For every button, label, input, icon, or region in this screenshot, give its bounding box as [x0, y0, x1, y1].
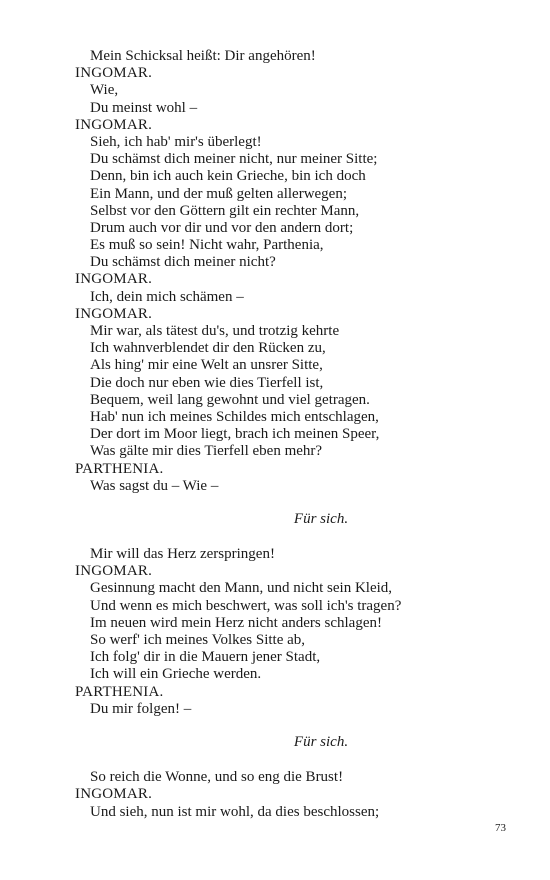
- verse-line: Im neuen wird mein Herz nicht anders schlagen!: [90, 614, 382, 631]
- speaker-name: INGOMAR.: [75, 65, 153, 82]
- verse-line: Sieh, ich hab' mir's überlegt!: [90, 133, 262, 150]
- verse-line: Es muß so sein! Nicht wahr, Parthenia,: [90, 237, 324, 254]
- verse-line: Du meinst wohl –: [90, 99, 198, 116]
- verse-line: Gesinnung macht den Mann, und nicht sein Kleid,: [90, 580, 393, 597]
- speaker-name: INGOMAR.: [75, 786, 153, 803]
- verse-line: Wie,: [90, 82, 119, 99]
- verse-line: Und wenn es mich beschwert, was soll ich's tragen?: [90, 597, 402, 614]
- verse-line: Mein Schicksal heißt: Dir angehören!: [90, 48, 316, 64]
- verse-line: Ich wahnverblendet dir den Rücken zu,: [90, 340, 326, 357]
- verse-line: Mir war, als tätest du's, und trotzig kehrte: [90, 323, 340, 339]
- stage-direction: Für sich.: [293, 510, 349, 527]
- verse-line: Bequem, weil lang gewohnt und viel getragen.: [90, 391, 370, 408]
- speaker-name: INGOMAR.: [75, 305, 153, 322]
- speaker-name: INGOMAR.: [75, 271, 153, 288]
- verse-line: Ich folg' dir in die Mauern jener Stadt,: [90, 649, 321, 666]
- verse-line: Selbst vor den Göttern gilt ein rechter Mann,: [90, 202, 360, 219]
- verse-line: Du mir folgen! –: [90, 700, 192, 717]
- verse-line: Als hing' mir eine Welt an unsrer Sitte,: [90, 357, 323, 374]
- verse-line: Hab' nun ich meines Schildes mich entschlagen,: [90, 408, 379, 425]
- speaker-name: INGOMAR.: [75, 116, 153, 133]
- page-number: 73: [495, 822, 506, 834]
- verse-line: Du schämst dich meiner nicht, nur meiner Sitte;: [90, 151, 378, 168]
- speaker-name: PARTHENIA.: [75, 460, 164, 477]
- verse-line: Und sieh, nun ist mir wohl, da dies beschlossen;: [90, 803, 380, 820]
- verse-line: Der dort im Moor liegt, brach ich meinen Speer,: [90, 426, 380, 443]
- verse-line: Was gälte mir dies Tierfell eben mehr?: [90, 443, 323, 460]
- speaker-name: INGOMAR.: [75, 563, 153, 580]
- verse-line: Was sagst du – Wie –: [90, 477, 219, 494]
- verse-line: Ein Mann, und der muß gelten allerwegen;: [90, 185, 348, 202]
- verse-line: Drum auch vor dir und vor den andern dort;: [90, 219, 354, 236]
- verse-line: Ich will ein Grieche werden.: [90, 666, 262, 683]
- verse-line: Du schämst dich meiner nicht?: [90, 254, 276, 271]
- verse-line: So werf' ich meines Volkes Sitte ab,: [90, 632, 306, 648]
- stage-direction: Für sich.: [293, 733, 349, 750]
- play-text: [75, 48, 515, 821]
- verse-line: Ich, dein mich schämen –: [90, 288, 244, 305]
- verse-line: Denn, bin ich auch kein Grieche, bin ich doch: [90, 168, 366, 185]
- verse-line: Mir will das Herz zerspringen!: [90, 546, 275, 563]
- verse-line: Die doch nur eben wie dies Tierfell ist,: [90, 374, 324, 391]
- speaker-name: PARTHENIA.: [75, 683, 164, 700]
- verse-line: So reich die Wonne, und so eng die Brust!: [90, 769, 344, 786]
